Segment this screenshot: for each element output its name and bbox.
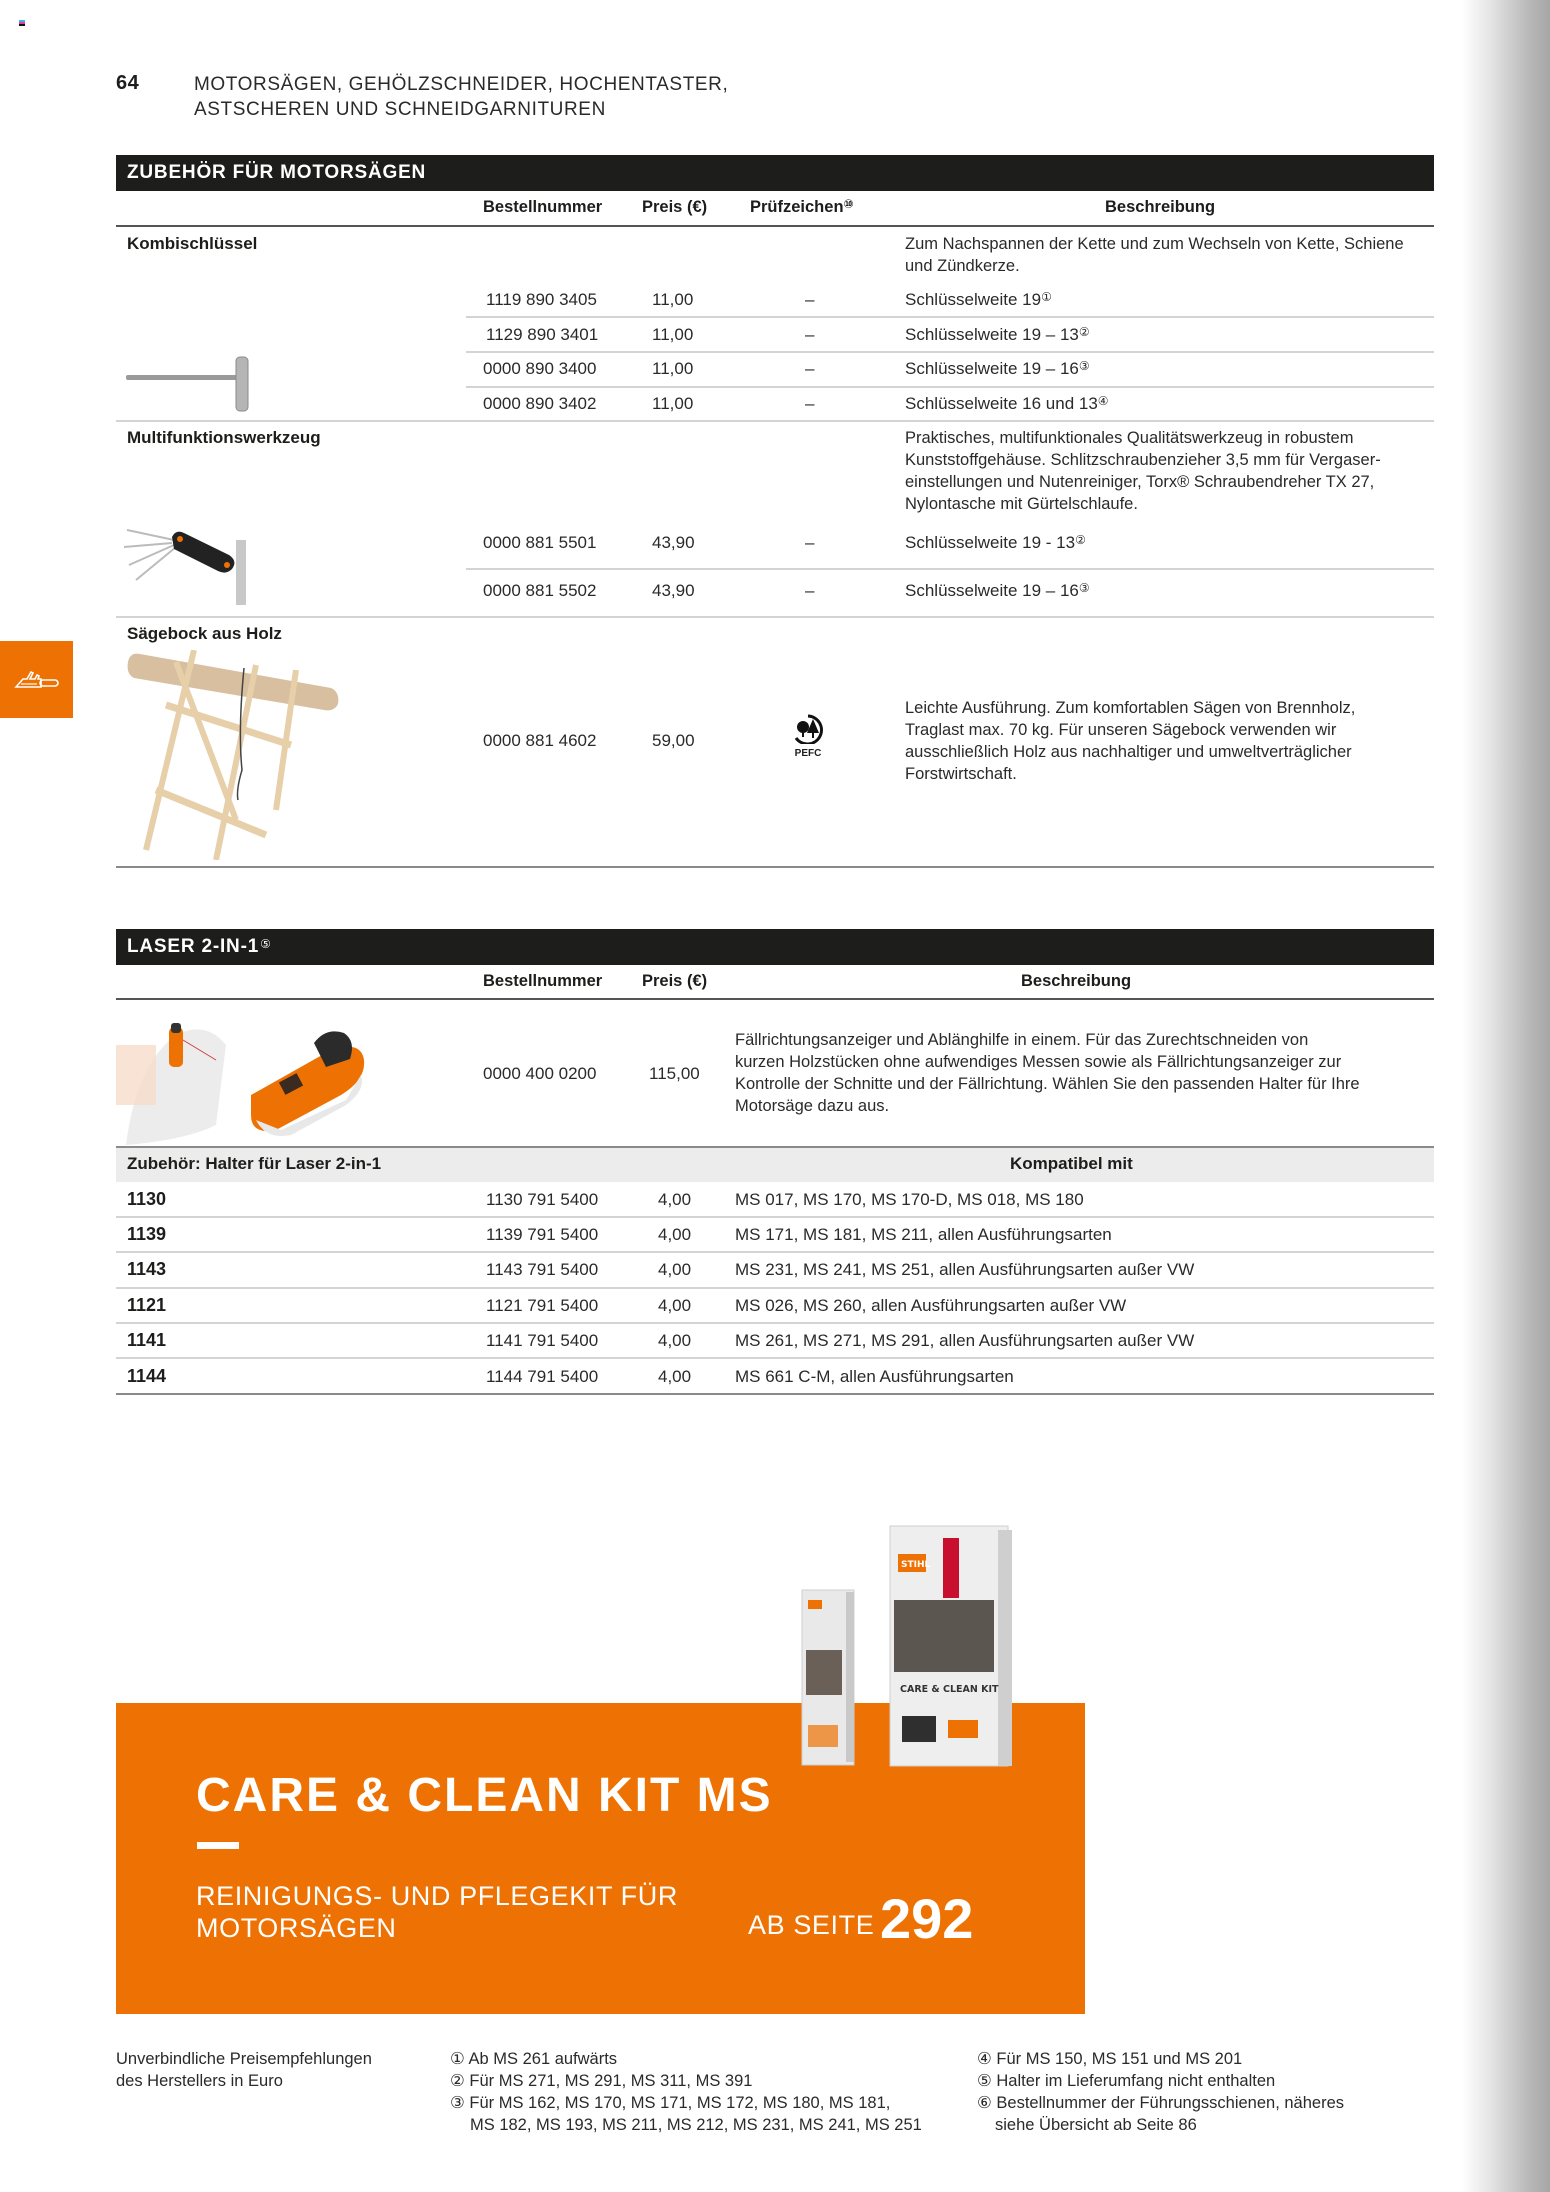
footnotes-column-1	[450, 2048, 922, 2136]
footnote-text: Bestellnummer der Führungsschienen, näheres	[996, 2094, 1344, 2112]
price: 4,00	[658, 1225, 692, 1244]
footnote-ref: ③	[1078, 359, 1090, 373]
banner-page-ref[interactable]: 292	[880, 1887, 974, 1950]
col-header-price: Preis (€)	[642, 198, 708, 216]
description-line: Fällrichtungsanzeiger und Ablänghilfe in einem. Für das Zurechtschneiden von	[735, 1031, 1309, 1049]
order-number: 0000 881 4602	[483, 731, 597, 750]
price: 4,00	[658, 1367, 692, 1386]
box-label: CARE & CLEAN KIT	[900, 1684, 999, 1695]
footnote-text: Ab MS 261 aufwärts	[468, 2050, 618, 2068]
footnote-ref: ⑤	[260, 937, 272, 951]
test-mark: –	[805, 533, 815, 552]
product-description	[905, 697, 1425, 785]
footnote-continuation: MS 182, MS 193, MS 211, MS 212, MS 231, MS 241, MS 251	[470, 2116, 922, 2134]
chapter-title	[194, 72, 728, 122]
description-line: Traglast max. 70 kg. Für unseren Sägebock verwenden wir	[905, 721, 1337, 739]
footnote-item	[977, 2070, 1344, 2092]
chapter-side-tab[interactable]	[0, 641, 73, 718]
footnote-ref: ②	[1078, 325, 1090, 339]
order-number: 0000 400 0200	[483, 1064, 597, 1083]
price: 11,00	[652, 290, 694, 309]
order-number: 0000 890 3400	[483, 359, 597, 378]
holder-name: 1130	[127, 1189, 167, 1209]
pefc-label: PEFC	[794, 748, 822, 759]
divider	[116, 1216, 1434, 1218]
banner-title: CARE & CLEAN KIT MS	[196, 1769, 773, 1822]
product-name: Multifunktionswerkzeug	[127, 428, 321, 447]
description-line: Motorsäge dazu aus.	[735, 1097, 890, 1115]
pefc-trees-icon	[788, 714, 828, 744]
footnote-text: Halter im Lieferumfang nicht enthalten	[996, 2072, 1276, 2090]
description-line: Kontrolle der Schnitte und der Fällrichtung. Wählen Sie den passenden Halter für Ihre	[735, 1075, 1360, 1093]
holder-name: 1141	[127, 1330, 167, 1350]
footnote-continuation: siehe Übersicht ab Seite 86	[995, 2116, 1197, 2134]
order-number: 1129 890 3401	[486, 325, 599, 344]
pefc-logo-icon	[786, 714, 830, 759]
test-mark: –	[805, 581, 815, 600]
divider	[116, 420, 1434, 422]
page-edge-shadow	[1462, 0, 1550, 2192]
description-line: Kunststoffgehäuse. Schlitzschraubenzieher 3,5 mm für Vergaser-	[905, 451, 1381, 469]
divider	[466, 386, 1434, 388]
order-number: 0000 890 3402	[483, 394, 597, 413]
test-mark: –	[805, 325, 815, 344]
price: 43,90	[652, 533, 695, 552]
description-line: Praktisches, multifunktionales Qualitätswerkzeug in robustem	[905, 429, 1354, 447]
col-header-description: Beschreibung	[1021, 972, 1132, 990]
price: 4,00	[658, 1331, 692, 1350]
divider	[116, 225, 1434, 227]
combination-wrench-image	[124, 355, 259, 415]
page-number: 64	[116, 72, 140, 94]
chapter-title-line-2: ASTSCHEREN UND SCHNEIDGARNITUREN	[194, 99, 606, 120]
col-header-test-mark	[750, 198, 854, 217]
holder-name: 1144	[127, 1366, 167, 1386]
row-description-text: Schlüsselweite 19 – 16	[905, 581, 1079, 600]
row-description-text: Schlüsselweite 19 – 13	[905, 325, 1079, 344]
section-header-laser	[116, 929, 1434, 965]
divider	[116, 866, 1434, 868]
footnote-mark: ④	[977, 2050, 992, 2068]
price: 11,00	[652, 394, 694, 413]
price-note-line: des Herstellers in Euro	[116, 2072, 283, 2090]
chainsaw-icon	[13, 669, 61, 691]
order-number: 0000 881 5502	[483, 581, 597, 600]
price: 43,90	[652, 581, 695, 600]
divider	[116, 1287, 1434, 1289]
footnote-text: Für MS 162, MS 170, MS 171, MS 172, MS 180, MS 181,	[469, 2094, 891, 2112]
description-line: Forstwirtschaft.	[905, 765, 1017, 783]
print-color-mark	[19, 20, 25, 28]
subheader-label: Zubehör: Halter für Laser 2-in-1	[127, 1154, 382, 1173]
footnote-mark: ①	[450, 2050, 465, 2068]
price-note-line: Unverbindliche Preisempfehlungen	[116, 2050, 372, 2068]
col-header-order-no: Bestellnummer	[483, 972, 603, 990]
divider	[116, 1357, 1434, 1359]
product-description	[735, 1029, 1435, 1117]
divider	[116, 1322, 1434, 1324]
price: 115,00	[649, 1064, 700, 1083]
footnote-ref: ③	[1078, 581, 1090, 595]
footnote-ref: ④	[1097, 394, 1109, 408]
price: 11,00	[652, 325, 694, 344]
product-name: Sägebock aus Holz	[127, 624, 282, 643]
compatibility: MS 231, MS 241, MS 251, allen Ausführungsarten außer VW	[735, 1260, 1195, 1279]
row-description	[905, 359, 1090, 379]
footnote-ref: ⑩	[843, 197, 854, 211]
price-note	[116, 2048, 372, 2092]
row-description-text: Schlüsselweite 19	[905, 290, 1042, 309]
holder-name: 1143	[127, 1259, 167, 1279]
banner-dash	[197, 1842, 239, 1849]
footnote-ref: ①	[1041, 290, 1052, 304]
care-clean-kit-boxes-image	[798, 1520, 1038, 1785]
product-name: Kombischlüssel	[127, 234, 258, 253]
product-description: Zum Nachspannen der Kette und zum Wechseln von Kette, Schiene und Zündkerze.	[905, 235, 1404, 275]
chapter-title-line-1: MOTORSÄGEN, GEHÖLZSCHNEIDER, HOCHENTASTER,	[194, 74, 729, 95]
section-title: LASER 2-IN-1	[127, 936, 260, 957]
row-description	[905, 533, 1086, 553]
test-mark: –	[805, 290, 815, 309]
order-number: 0000 881 5501	[483, 533, 597, 552]
price: 59,00	[652, 731, 695, 750]
order-number: 1130 791 5400	[486, 1190, 599, 1209]
price: 11,00	[652, 359, 694, 378]
compatibility: MS 261, MS 271, MS 291, allen Ausführungsarten außer VW	[735, 1331, 1195, 1350]
price: 4,00	[658, 1296, 692, 1315]
banner-subtitle-line: MOTORSÄGEN	[196, 1913, 397, 1943]
compatibility: MS 171, MS 181, MS 211, allen Ausführungsarten	[735, 1225, 1112, 1244]
divider	[466, 568, 1434, 570]
col-header-test-mark-label: Prüfzeichen	[750, 198, 844, 216]
product-description	[905, 427, 1435, 515]
banner-page-ref-label: AB SEITE	[748, 1910, 875, 1940]
description-line: kurzen Holzstücken ohne aufwendiges Messen sowie als Fällrichtungsanzeiger zur	[735, 1053, 1342, 1071]
holder-subheader	[116, 1148, 1434, 1182]
footnote-item	[450, 2070, 922, 2092]
order-number: 1144 791 5400	[486, 1367, 599, 1386]
description-line: ausschließlich Holz aus nachhaltiger und umweltverträglicher	[905, 743, 1352, 761]
description-line: einstellungen und Nutenreiniger, Torx® Schraubendreher TX 27,	[905, 473, 1375, 491]
footnote-mark: ③	[450, 2094, 465, 2112]
order-number: 1139 791 5400	[486, 1225, 599, 1244]
footnote-mark: ②	[450, 2072, 465, 2090]
footnote-item	[450, 2092, 922, 2114]
banner-subtitle-line: REINIGUNGS- UND PFLEGEKIT FÜR	[196, 1881, 678, 1911]
divider	[116, 998, 1434, 1000]
brand-label: STIHL	[901, 1560, 931, 1570]
footnote-text: Für MS 150, MS 151 und MS 201	[996, 2050, 1243, 2068]
row-description	[905, 394, 1109, 414]
divider	[466, 351, 1434, 353]
description-line: Nylontasche mit Gürtelschlaufe.	[905, 495, 1138, 513]
subheader-compat: Kompatibel mit	[1010, 1154, 1133, 1173]
divider	[116, 1251, 1434, 1253]
footnote-mark: ⑥	[977, 2094, 992, 2112]
test-mark: –	[805, 394, 815, 413]
row-description-text: Schlüsselweite 19 – 16	[905, 359, 1079, 378]
holder-name: 1121	[127, 1295, 167, 1315]
sawhorse-image	[126, 650, 346, 860]
footnote-item	[977, 2092, 1344, 2114]
divider	[116, 1393, 1434, 1395]
footnote-item	[450, 2048, 922, 2070]
col-header-description: Beschreibung	[1105, 198, 1216, 216]
test-mark: –	[805, 359, 815, 378]
divider	[466, 316, 1434, 318]
order-number: 1141 791 5400	[486, 1331, 599, 1350]
footnote-mark: ⑤	[977, 2072, 992, 2090]
price: 4,00	[658, 1260, 692, 1279]
row-description	[905, 325, 1090, 345]
row-description-text: Schlüsselweite 19 - 13	[905, 533, 1076, 552]
row-description	[905, 290, 1052, 310]
divider	[116, 616, 1434, 618]
row-description-text: Schlüsselweite 16 und 13	[905, 394, 1098, 413]
holder-name: 1139	[127, 1224, 167, 1244]
section-header-accessories: ZUBEHÖR FÜR MOTORSÄGEN	[116, 155, 1434, 191]
compatibility: MS 661 C-M, allen Ausführungsarten	[735, 1367, 1014, 1386]
compatibility: MS 017, MS 170, MS 170-D, MS 018, MS 180	[735, 1190, 1084, 1209]
order-number: 1121 791 5400	[486, 1296, 599, 1315]
footnote-text: Für MS 271, MS 291, MS 311, MS 391	[469, 2072, 753, 2090]
order-number: 1119 890 3405	[486, 290, 597, 309]
footnote-item	[977, 2048, 1344, 2070]
compatibility: MS 026, MS 260, allen Ausführungsarten außer VW	[735, 1296, 1127, 1315]
col-header-order-no: Bestellnummer	[483, 198, 603, 216]
footnote-ref: ②	[1075, 533, 1086, 547]
footnotes-column-2	[977, 2048, 1344, 2136]
order-number: 1143 791 5400	[486, 1260, 599, 1279]
laser-2in1-image	[116, 1005, 376, 1145]
col-header-price: Preis (€)	[642, 972, 708, 990]
price: 4,00	[658, 1190, 692, 1209]
multifunction-tool-image	[124, 525, 264, 610]
row-description	[905, 581, 1090, 601]
description-line: Leichte Ausführung. Zum komfortablen Sägen von Brennholz,	[905, 699, 1356, 717]
banner-subtitle	[196, 1880, 678, 1944]
